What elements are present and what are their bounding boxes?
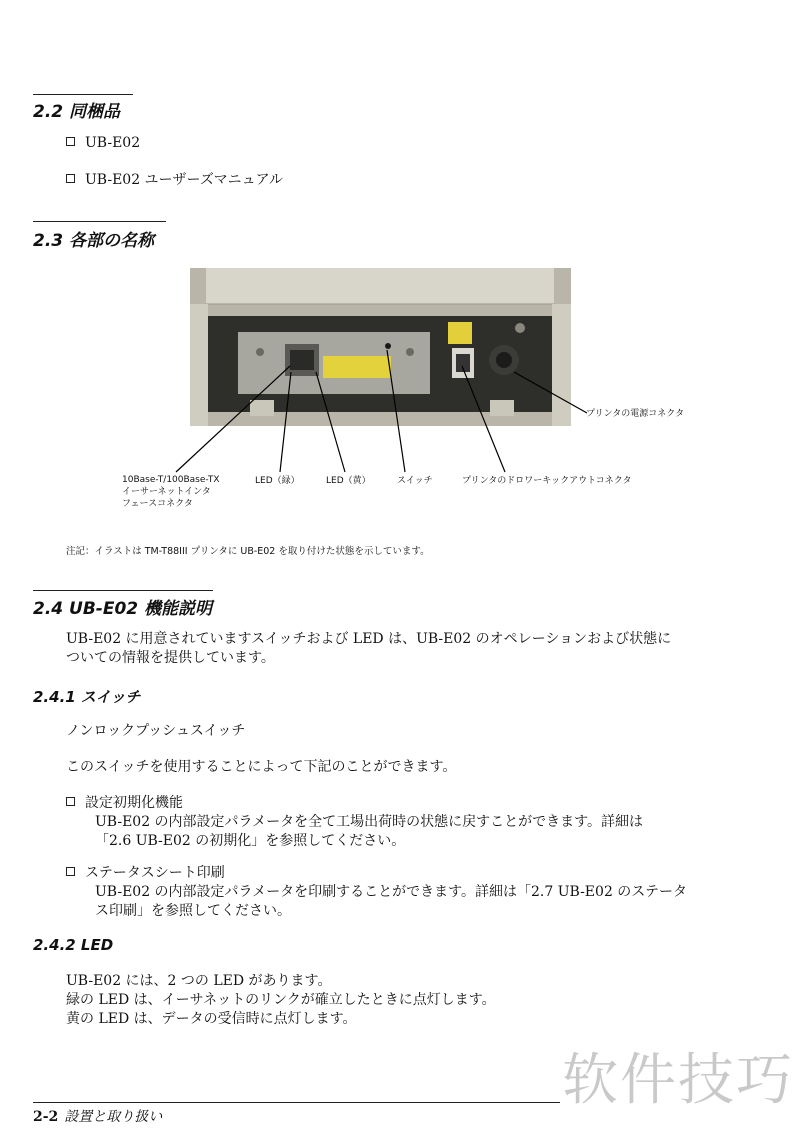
list-item-description: UB-E02 の内部設定パラメータを印刷することができます。詳細は「2.7 UB-E02 のステータ ス印刷」を参照してください。 [95, 884, 688, 919]
watermark: 软件技巧 [562, 1048, 794, 1113]
printer-cover [206, 268, 554, 304]
caution-label [323, 356, 391, 378]
figure-note: 注記：イラストは TM-T88III プリンタに UB-E02 を取り付けた状態を示しています。 [66, 546, 430, 557]
list-item: UB-E02 [66, 134, 140, 153]
list-item: ステータスシート印刷 [66, 864, 225, 883]
section-rule [33, 221, 166, 222]
list-item-description: UB-E02 の内部設定パラメータを全て工場出荷時の状態に戻すことができます。詳細は 「2.6 UB-E02 の初期化」を参照してください。 [95, 814, 644, 849]
warning-sticker [448, 322, 472, 344]
paragraph: このスイッチを使用することによって下記のことができます。 [66, 759, 457, 775]
checkbox-bullet-icon [66, 174, 75, 183]
label-switch: スイッチ [397, 476, 433, 486]
section-rule [33, 94, 133, 95]
section-heading-2-3: 2.3 各部の名称 [33, 231, 155, 251]
label-drawer-connector: プリンタのドロワーキックアウトコネクタ [462, 476, 632, 486]
checkbox-bullet-icon [66, 137, 75, 146]
section-rule [33, 590, 213, 591]
paragraph: ノンロックプッシュスイッチ [66, 723, 246, 739]
label-ethernet-connector: 10Base-T/100Base-TX イーサーネットインタ フェースコネクタ [122, 475, 220, 509]
switch-button [385, 343, 391, 349]
label-power-connector: プリンタの電源コネクタ [586, 409, 685, 419]
label-led-yellow: LED（黄） [326, 476, 371, 486]
page-number: 2-2 [33, 1109, 59, 1125]
page-footer [33, 1106, 162, 1126]
section-heading-2-2: 2.2 同梱品 [33, 102, 121, 122]
paragraph: UB-E02 には、2 つの LED があります。 緑の LED は、イーサネットのリンクが確立したときに点灯します。 黄の LED は、データの受信時に点灯します。 [66, 973, 496, 1027]
paragraph: UB-E02 に用意されていますスイッチおよび LED は、UB-E02 のオペレーションおよび状態に ついての情報を提供しています。 [66, 631, 672, 666]
list-item: 設定初期化機能 [66, 794, 183, 813]
list-item: UB-E02 ユーザーズマニュアル [66, 171, 283, 190]
footer-rule [33, 1102, 560, 1103]
section-heading-2-4: 2.4 UB-E02 機能説明 [33, 599, 213, 619]
chapter-title: 設置と取り扱い [64, 1109, 163, 1125]
checkbox-bullet-icon [66, 797, 75, 806]
subsection-heading-2-4-1: 2.4.1 スイッチ [33, 688, 141, 706]
checkbox-bullet-icon [66, 867, 75, 876]
subsection-heading-2-4-2: 2.4.2 LED [33, 936, 114, 954]
label-led-green: LED（緑） [255, 476, 300, 486]
